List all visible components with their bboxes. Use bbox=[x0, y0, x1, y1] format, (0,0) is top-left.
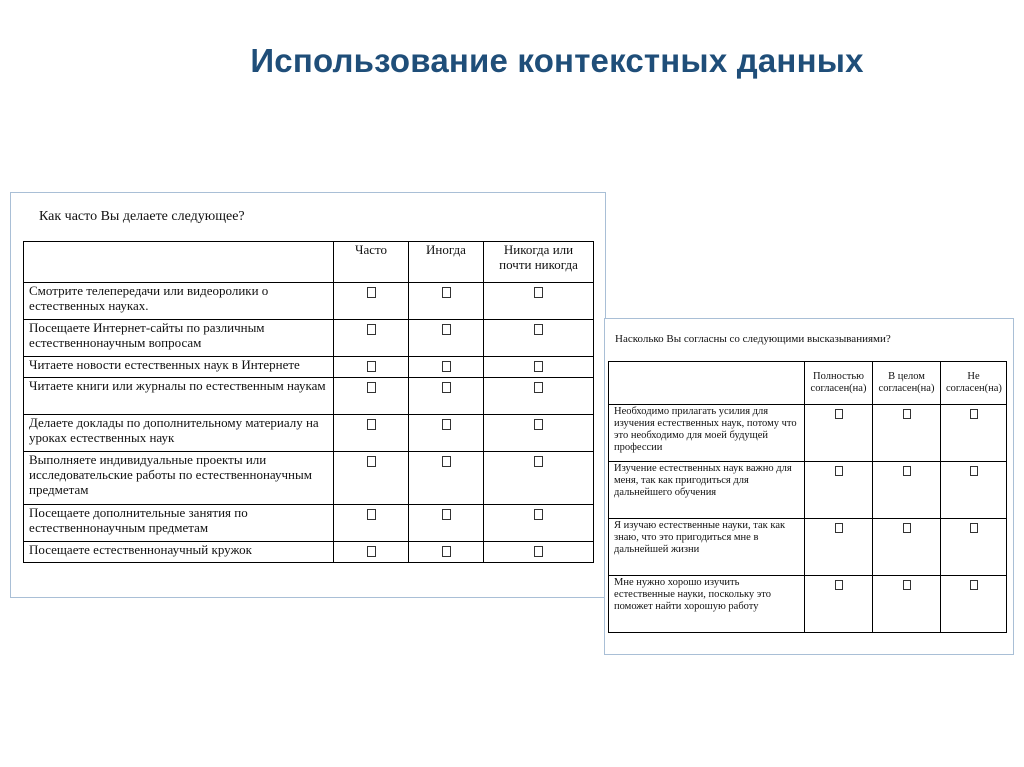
checkbox[interactable] bbox=[534, 509, 543, 520]
column-header: Иногда bbox=[409, 242, 484, 283]
frequency-survey-panel bbox=[10, 192, 606, 598]
checkbox[interactable] bbox=[367, 419, 376, 430]
checkbox[interactable] bbox=[835, 466, 843, 476]
checkbox[interactable] bbox=[835, 580, 843, 590]
checkbox[interactable] bbox=[367, 456, 376, 467]
checkbox[interactable] bbox=[367, 361, 376, 372]
checkbox[interactable] bbox=[367, 287, 376, 298]
agreement-survey-panel bbox=[604, 318, 1014, 655]
row-statement: Делаете доклады по дополнительному материалу на уроках естественных наук bbox=[24, 414, 334, 451]
checkbox[interactable] bbox=[534, 456, 543, 467]
row-statement: Посещаете естественнонаучный кружок bbox=[24, 541, 334, 562]
table-row bbox=[609, 462, 1007, 519]
table-row bbox=[609, 405, 1007, 462]
checkbox[interactable] bbox=[442, 287, 451, 298]
table-header-row bbox=[609, 362, 1007, 405]
row-statement: Смотрите телепередачи или видеоролики о естественных науках. bbox=[24, 283, 334, 320]
table-row bbox=[609, 576, 1007, 633]
checkbox[interactable] bbox=[534, 419, 543, 430]
table-row bbox=[24, 283, 594, 320]
table-header-row bbox=[24, 242, 594, 283]
row-statement: Посещаете дополнительные занятия по естественнонаучным предметам bbox=[24, 504, 334, 541]
checkbox[interactable] bbox=[534, 361, 543, 372]
row-statement: Выполняете индивидуальные проекты или исследовательские работы по естественнонаучным предметам bbox=[24, 451, 334, 504]
checkbox[interactable] bbox=[970, 580, 978, 590]
checkbox[interactable] bbox=[970, 409, 978, 419]
table-row bbox=[24, 377, 594, 414]
checkbox[interactable] bbox=[442, 509, 451, 520]
column-header: Никогда или почти никогда bbox=[484, 242, 594, 283]
table-row bbox=[609, 519, 1007, 576]
table-row bbox=[24, 504, 594, 541]
row-statement: Читаете книги или журналы по естественным наукам bbox=[24, 377, 334, 414]
agreement-question: Насколько Вы согласны со следующими высказываниями? bbox=[615, 333, 891, 345]
checkbox[interactable] bbox=[903, 409, 911, 419]
checkbox[interactable] bbox=[442, 324, 451, 335]
checkbox[interactable] bbox=[903, 580, 911, 590]
checkbox[interactable] bbox=[534, 546, 543, 557]
header-blank bbox=[609, 362, 805, 405]
table-row bbox=[24, 451, 594, 504]
checkbox[interactable] bbox=[534, 287, 543, 298]
checkbox[interactable] bbox=[903, 466, 911, 476]
table-row bbox=[24, 357, 594, 378]
checkbox[interactable] bbox=[367, 324, 376, 335]
table-row bbox=[24, 320, 594, 357]
checkbox[interactable] bbox=[367, 382, 376, 393]
frequency-table bbox=[23, 241, 594, 563]
checkbox[interactable] bbox=[835, 409, 843, 419]
row-statement: Изучение естественных наук важно для меня, так как пригодиться для дальнейшего обучения bbox=[609, 462, 805, 519]
column-header: Не согласен(на) bbox=[941, 362, 1007, 405]
table-row bbox=[24, 541, 594, 562]
checkbox[interactable] bbox=[367, 546, 376, 557]
checkbox[interactable] bbox=[534, 324, 543, 335]
checkbox[interactable] bbox=[970, 466, 978, 476]
table-row bbox=[24, 414, 594, 451]
checkbox[interactable] bbox=[442, 382, 451, 393]
row-statement: Читаете новости естественных наук в Интернете bbox=[24, 357, 334, 378]
row-statement: Необходимо прилагать усилия для изучения естественных наук, потому что это необходимо для моей будущей профессии bbox=[609, 405, 805, 462]
row-statement: Посещаете Интернет-сайты по различным естественнонаучным вопросам bbox=[24, 320, 334, 357]
checkbox[interactable] bbox=[442, 419, 451, 430]
slide-title: Использование контекстных данных bbox=[250, 42, 864, 79]
row-statement: Я изучаю естественные науки, так как знаю, что это пригодиться мне в дальнейшей жизни bbox=[609, 519, 805, 576]
header-blank bbox=[24, 242, 334, 283]
checkbox[interactable] bbox=[970, 523, 978, 533]
checkbox[interactable] bbox=[442, 546, 451, 557]
checkbox[interactable] bbox=[367, 509, 376, 520]
column-header: Часто bbox=[334, 242, 409, 283]
checkbox[interactable] bbox=[534, 382, 543, 393]
frequency-question: Как часто Вы делаете следующее? bbox=[39, 209, 245, 224]
column-header: В целом согласен(на) bbox=[873, 362, 941, 405]
checkbox[interactable] bbox=[442, 361, 451, 372]
checkbox[interactable] bbox=[442, 456, 451, 467]
checkbox[interactable] bbox=[903, 523, 911, 533]
checkbox[interactable] bbox=[835, 523, 843, 533]
row-statement: Мне нужно хорошо изучить естественные науки, поскольку это поможет найти хорошую работу bbox=[609, 576, 805, 633]
column-header: Полностью согласен(на) bbox=[805, 362, 873, 405]
agreement-table bbox=[608, 361, 1007, 633]
